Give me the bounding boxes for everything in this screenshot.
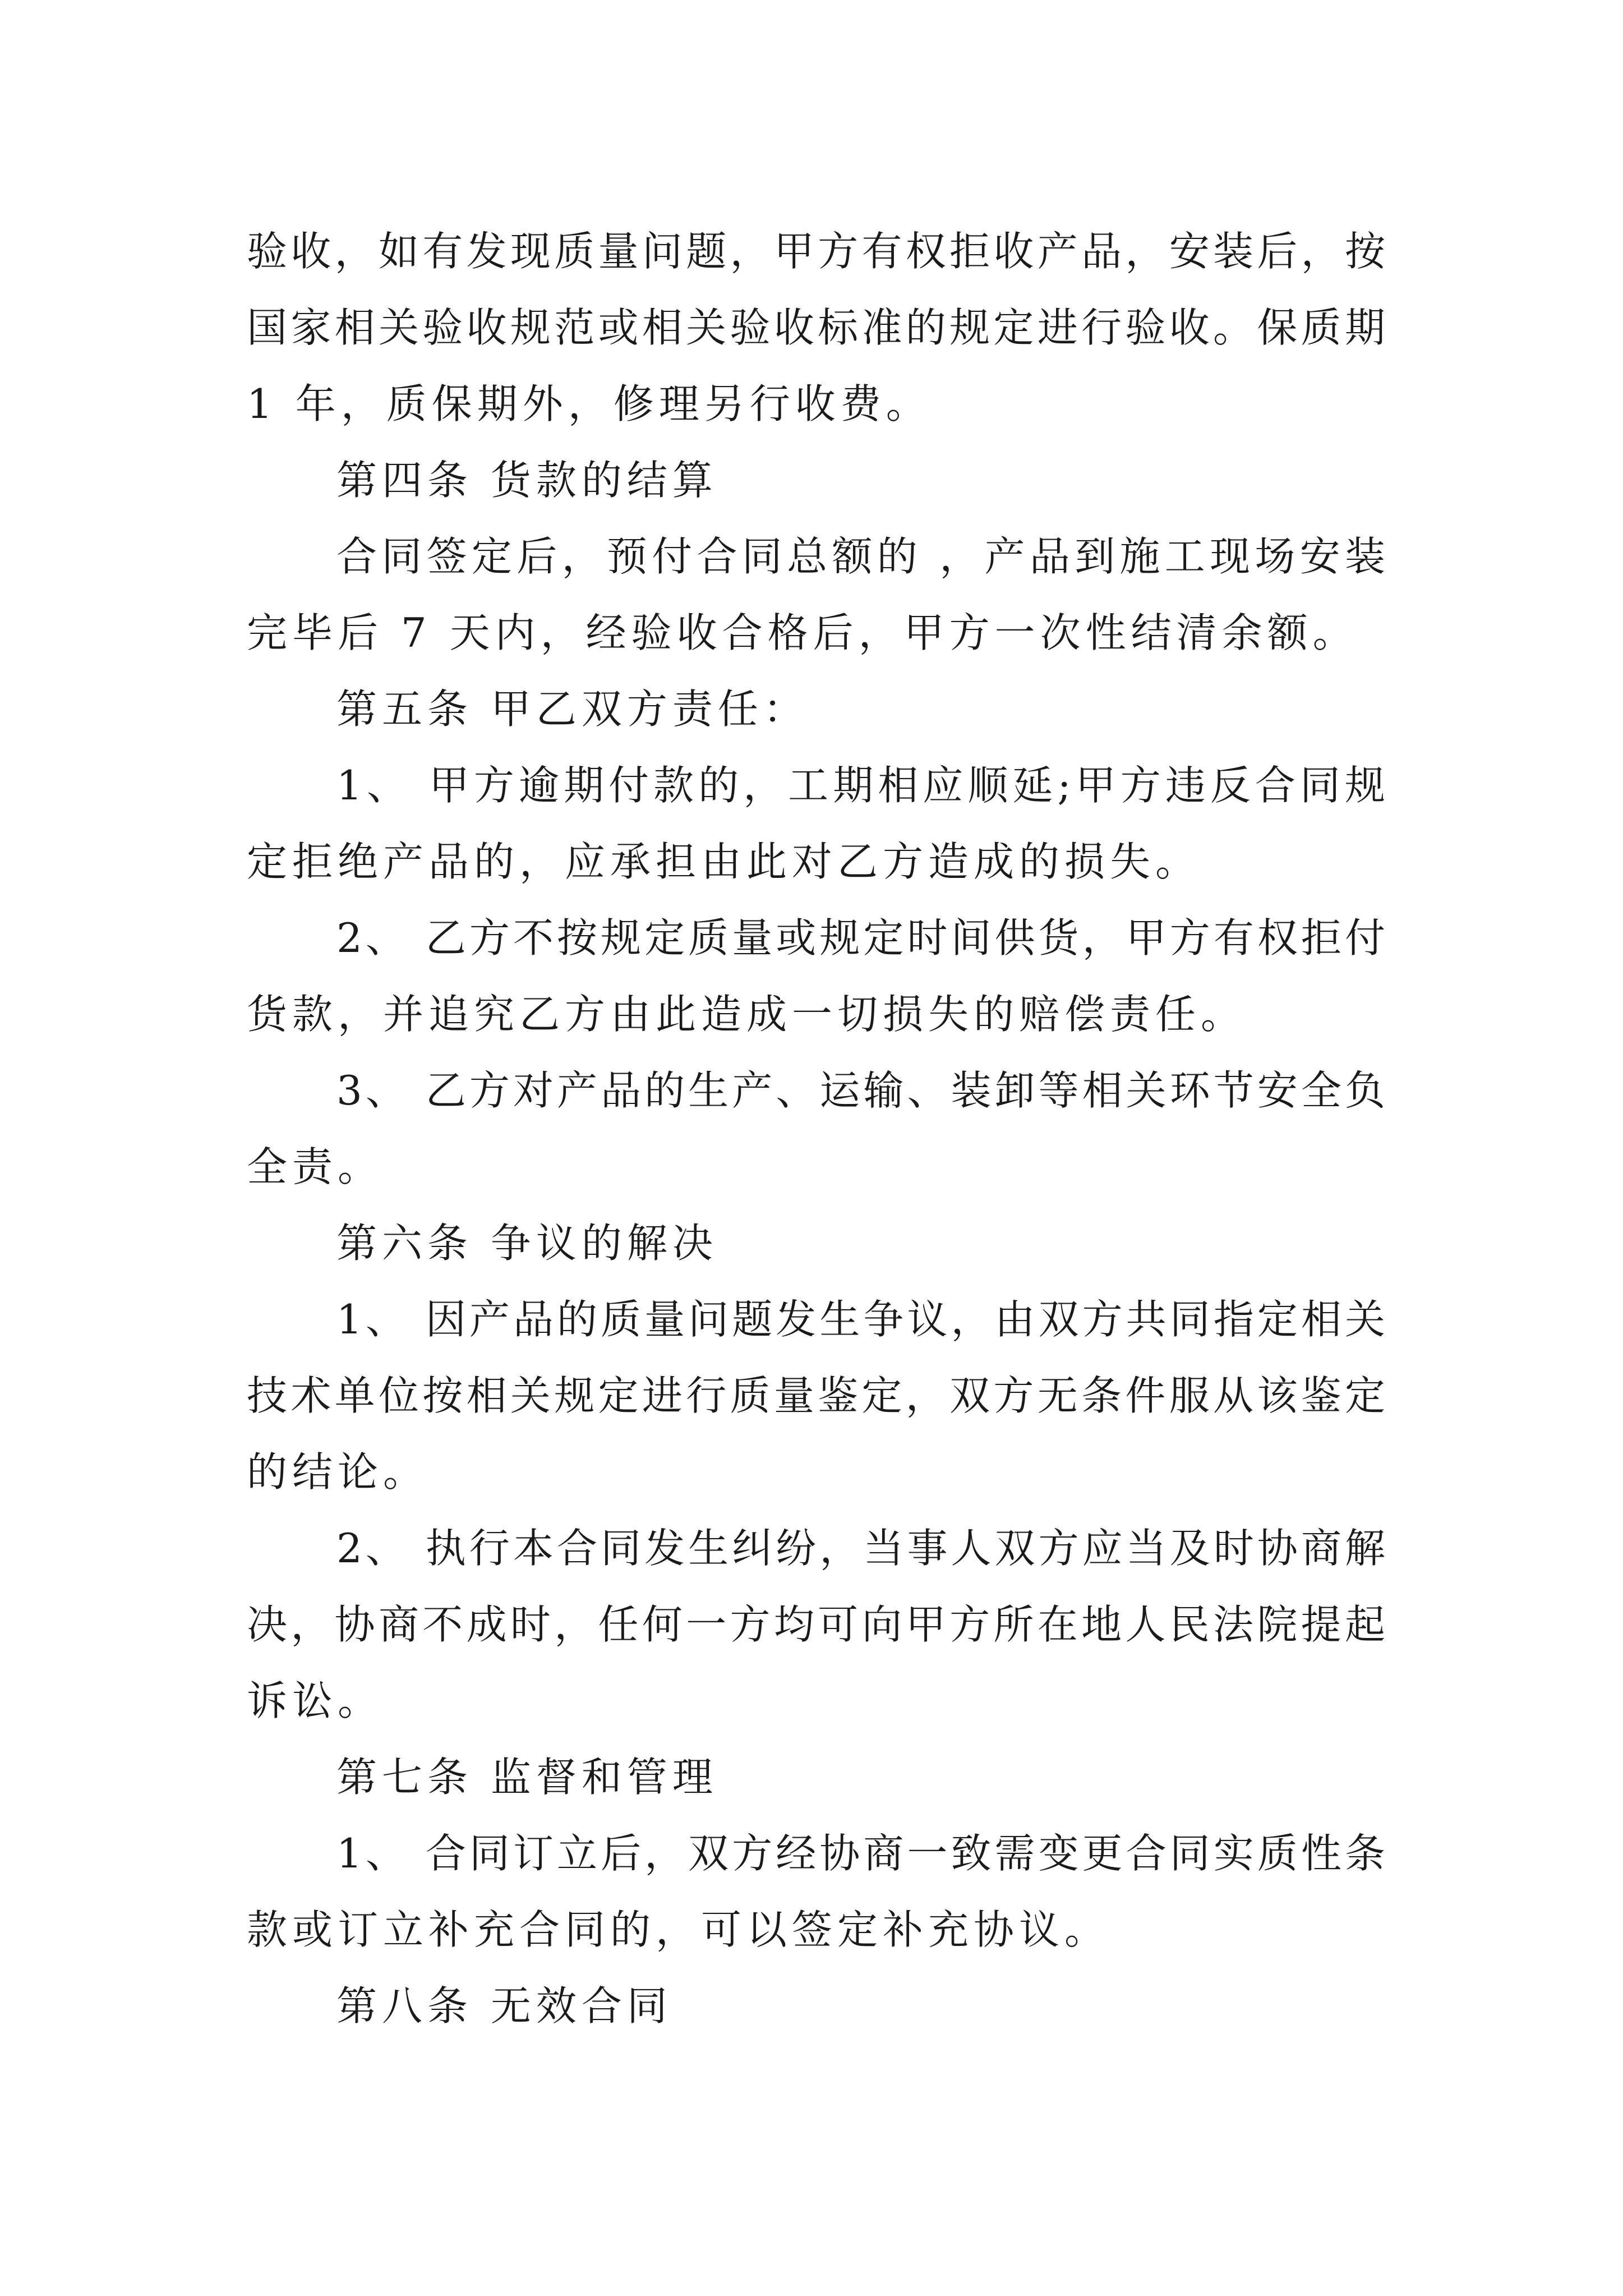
text-line: 合同签定后，预付合同总额的 ，产品到施工现场安装 [336,533,1385,580]
list-item-line: 1、 因产品的质量问题发生争议，由双方共同指定相关 [336,1296,1385,1343]
text-line: 1 年，质保期外，修理另行收费。 [247,380,932,427]
text-line: 诉讼。 [247,1677,384,1724]
text-line: 决，协商不成时，任何一方均可向甲方所在地人民法院提起 [247,1601,1385,1648]
list-item-line: 1、 合同订立后，双方经协商一致需变更合同实质性条 [336,1830,1385,1877]
text-line: 的结论。 [247,1448,429,1496]
document-page [247,213,1385,2044]
section-heading: 第七条 监督和管理 [336,1754,718,1801]
list-item-line: 3、 乙方对产品的生产、运输、装卸等相关环节安全负 [336,1067,1385,1114]
text-line: 完毕后 7 天内，经验收合格后，甲方一次性结清余额。 [247,609,1358,656]
text-line: 货款，并追究乙方由此造成一切损失的赔偿责任。 [247,991,1247,1038]
text-line: 技术单位按相关规定进行质量鉴定，双方无条件服从该鉴定 [247,1372,1385,1419]
section-heading: 第四条 货款的结算 [336,457,718,504]
text-line: 款或订立补充合同的，可以签定补充协议。 [247,1906,1110,1953]
list-item-line: 2、 乙方不按规定质量或规定时间供货，甲方有权拒付 [336,914,1385,961]
section-heading: 第八条 无效合同 [336,1982,672,2030]
text-line: 全责。 [247,1143,384,1190]
text-line: 国家相关验收规范或相关验收标准的规定进行验收。保质期 [247,304,1385,351]
list-item-line: 2、 执行本合同发生纠纷，当事人双方应当及时协商解 [336,1525,1385,1572]
list-item-line: 1、 甲方逾期付款的，工期相应顺延;甲方违反合同规 [336,762,1385,809]
section-heading: 第五条 甲乙双方责任： [336,685,809,733]
text-line: 定拒绝产品的，应承担由此对乙方造成的损失。 [247,838,1201,885]
text-line: 验收，如有发现质量问题，甲方有权拒收产品，安装后，按 [247,228,1385,275]
section-heading: 第六条 争议的解决 [336,1220,718,1267]
